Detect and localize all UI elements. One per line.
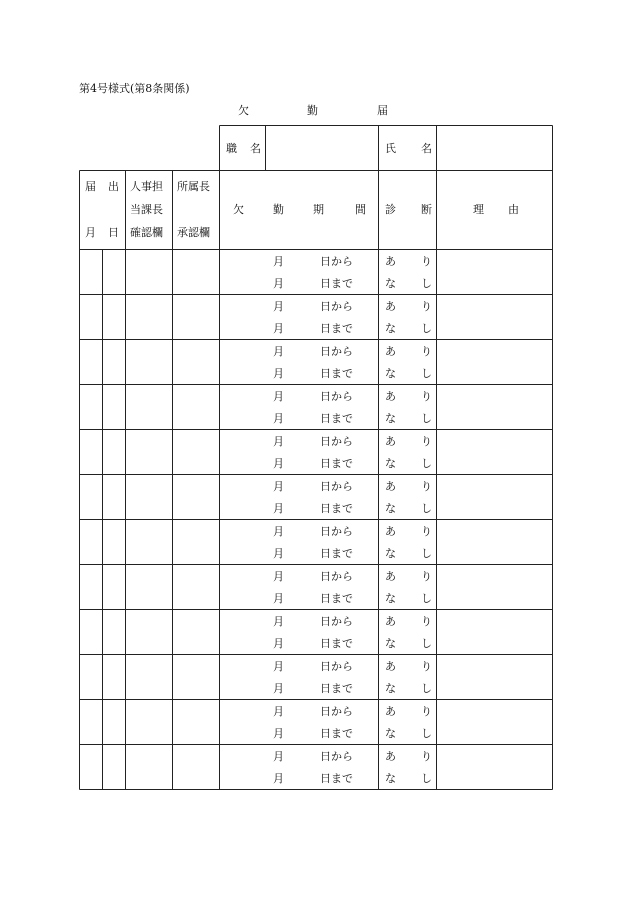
- row-2-diag-no-2[interactable]: し: [421, 322, 432, 335]
- row-2-diag-yes-1[interactable]: あ: [385, 300, 396, 313]
- reason-col-label-2: 由: [508, 203, 519, 216]
- row-12-to-day: 日まで: [320, 772, 353, 785]
- row-9-to-month: 月: [273, 637, 284, 650]
- row-4-diag-no-2[interactable]: し: [421, 412, 432, 425]
- row-5-from-day: 日から: [320, 435, 353, 448]
- row-1-diag-yes-1[interactable]: あ: [385, 255, 396, 268]
- row-10-to-day: 日まで: [320, 682, 353, 695]
- row-5-submit-day[interactable]: [103, 430, 125, 474]
- row-7-submit-month[interactable]: [80, 520, 102, 564]
- row-12-diag-no-1[interactable]: な: [385, 772, 396, 785]
- row-5-dept-approval[interactable]: [173, 430, 219, 474]
- job-title-field[interactable]: [266, 126, 378, 170]
- row-1-to-day: 日まで: [320, 277, 353, 290]
- row-4-to-month: 月: [273, 412, 284, 425]
- row-12-from-day: 日から: [320, 750, 353, 763]
- row-9-diag-no-2[interactable]: し: [421, 637, 432, 650]
- row-5-hr-check[interactable]: [126, 430, 172, 474]
- row-3-to-month: 月: [273, 367, 284, 380]
- row-8-diag-yes-2[interactable]: り: [421, 570, 432, 583]
- row-1-from-day: 日から: [320, 255, 353, 268]
- row-6-diag-yes-1[interactable]: あ: [385, 480, 396, 493]
- hr-col-label-1: 人事担: [130, 180, 163, 193]
- row-3-diag-no-1[interactable]: な: [385, 367, 396, 380]
- date-col-label-2: 出: [108, 180, 119, 193]
- row-11-hr-check[interactable]: [126, 700, 172, 744]
- row-7-hr-check[interactable]: [126, 520, 172, 564]
- row-2-diag-no-1[interactable]: な: [385, 322, 396, 335]
- row-2-to-day: 日まで: [320, 322, 353, 335]
- row-5-reason[interactable]: [437, 430, 552, 474]
- dept-col-label-1: 所属長: [177, 180, 210, 193]
- row-2-submit-month[interactable]: [80, 295, 102, 339]
- row-9-diag-yes-2[interactable]: り: [421, 615, 432, 628]
- row-4-from-day: 日から: [320, 390, 353, 403]
- row-4-dept-approval[interactable]: [173, 385, 219, 429]
- row-2-from-day: 日から: [320, 300, 353, 313]
- name-label-1: 氏: [385, 142, 396, 155]
- period-col-label-4: 間: [355, 203, 366, 216]
- row-4-reason[interactable]: [437, 385, 552, 429]
- dept-col-label-2: 承認欄: [177, 226, 210, 239]
- row-12-submit-day[interactable]: [103, 745, 125, 789]
- name-field[interactable]: [437, 126, 552, 170]
- row-11-dept-approval[interactable]: [173, 700, 219, 744]
- row-5-diag-no-1[interactable]: な: [385, 457, 396, 470]
- row-7-submit-day[interactable]: [103, 520, 125, 564]
- row-3-dept-approval[interactable]: [173, 340, 219, 384]
- row-1-to-month: 月: [273, 277, 284, 290]
- row-10-diag-no-2[interactable]: し: [421, 682, 432, 695]
- row-6-submit-day[interactable]: [103, 475, 125, 519]
- row-9-diag-yes-1[interactable]: あ: [385, 615, 396, 628]
- row-12-dept-approval[interactable]: [173, 745, 219, 789]
- row-4-to-day: 日まで: [320, 412, 353, 425]
- row-5-diag-yes-2[interactable]: り: [421, 435, 432, 448]
- row-6-diag-yes-2[interactable]: り: [421, 480, 432, 493]
- row-12-hr-check[interactable]: [126, 745, 172, 789]
- row-9-submit-day[interactable]: [103, 610, 125, 654]
- hr-col-label-3: 確認欄: [130, 226, 163, 239]
- row-9-hr-check[interactable]: [126, 610, 172, 654]
- form-number: 第4号様式(第8条関係): [79, 82, 190, 95]
- reason-col-label-1: 理: [473, 203, 484, 216]
- row-7-dept-approval[interactable]: [173, 520, 219, 564]
- row-7-to-day: 日まで: [320, 547, 353, 560]
- name-label-2: 名: [421, 142, 432, 155]
- row-10-diag-yes-1[interactable]: あ: [385, 660, 396, 673]
- row-4-submit-day[interactable]: [103, 385, 125, 429]
- row-1-dept-approval[interactable]: [173, 250, 219, 294]
- row-1-diag-no-1[interactable]: な: [385, 277, 396, 290]
- row-6-diag-no-2[interactable]: し: [421, 502, 432, 515]
- row-2-from-month: 月: [273, 300, 284, 313]
- row-10-hr-check[interactable]: [126, 655, 172, 699]
- row-2-dept-approval[interactable]: [173, 295, 219, 339]
- row-3-reason[interactable]: [437, 340, 552, 384]
- row-2-hr-check[interactable]: [126, 295, 172, 339]
- row-12-diag-yes-1[interactable]: あ: [385, 750, 396, 763]
- row-12-diag-no-2[interactable]: し: [421, 772, 432, 785]
- row-6-dept-approval[interactable]: [173, 475, 219, 519]
- row-9-from-day: 日から: [320, 615, 353, 628]
- row-7-diag-yes-2[interactable]: り: [421, 525, 432, 538]
- row-5-diag-yes-1[interactable]: あ: [385, 435, 396, 448]
- row-11-from-month: 月: [273, 705, 284, 718]
- row-10-submit-day[interactable]: [103, 655, 125, 699]
- row-9-to-day: 日まで: [320, 637, 353, 650]
- row-3-from-month: 月: [273, 345, 284, 358]
- row-8-diag-no-2[interactable]: し: [421, 592, 432, 605]
- row-12-to-month: 月: [273, 772, 284, 785]
- title-char-2: 勤: [307, 104, 318, 117]
- row-5-to-day: 日まで: [320, 457, 353, 470]
- title-char-1: 欠: [238, 104, 249, 117]
- row-6-from-month: 月: [273, 480, 284, 493]
- row-5-from-month: 月: [273, 435, 284, 448]
- row-4-from-month: 月: [273, 390, 284, 403]
- row-8-diag-yes-1[interactable]: あ: [385, 570, 396, 583]
- row-4-diag-no-1[interactable]: な: [385, 412, 396, 425]
- row-1-submit-month[interactable]: [80, 250, 102, 294]
- date-col-label-4: 日: [108, 226, 119, 239]
- row-10-to-month: 月: [273, 682, 284, 695]
- row-9-from-month: 月: [273, 615, 284, 628]
- row-11-submit-month[interactable]: [80, 700, 102, 744]
- row-1-diag-no-2[interactable]: し: [421, 277, 432, 290]
- row-2-submit-day[interactable]: [103, 295, 125, 339]
- row-2-to-month: 月: [273, 322, 284, 335]
- row-6-to-month: 月: [273, 502, 284, 515]
- row-11-diag-yes-2[interactable]: り: [421, 705, 432, 718]
- hr-col-label-2: 当課長: [130, 203, 163, 216]
- diagnosis-col-label-2: 断: [421, 203, 432, 216]
- job-label-1: 職: [226, 142, 237, 155]
- row-3-diag-yes-1[interactable]: あ: [385, 345, 396, 358]
- diagnosis-col-label-1: 診: [385, 203, 396, 216]
- row-6-reason[interactable]: [437, 475, 552, 519]
- row-8-to-day: 日まで: [320, 592, 353, 605]
- row-10-reason[interactable]: [437, 655, 552, 699]
- row-10-from-day: 日から: [320, 660, 353, 673]
- row-7-from-month: 月: [273, 525, 284, 538]
- row-11-diag-no-2[interactable]: し: [421, 727, 432, 740]
- row-9-submit-month[interactable]: [80, 610, 102, 654]
- row-11-diag-no-1[interactable]: な: [385, 727, 396, 740]
- row-11-from-day: 日から: [320, 705, 353, 718]
- row-8-dept-approval[interactable]: [173, 565, 219, 609]
- row-1-diag-yes-2[interactable]: り: [421, 255, 432, 268]
- row-9-reason[interactable]: [437, 610, 552, 654]
- row-5-to-month: 月: [273, 457, 284, 470]
- row-11-to-month: 月: [273, 727, 284, 740]
- row-3-submit-month[interactable]: [80, 340, 102, 384]
- row-9-dept-approval[interactable]: [173, 610, 219, 654]
- row-8-submit-day[interactable]: [103, 565, 125, 609]
- row-7-diag-no-1[interactable]: な: [385, 547, 396, 560]
- row-8-to-month: 月: [273, 592, 284, 605]
- row-12-diag-yes-2[interactable]: り: [421, 750, 432, 763]
- date-col-label-3: 月: [85, 226, 96, 239]
- row-10-diag-yes-2[interactable]: り: [421, 660, 432, 673]
- row-10-diag-no-1[interactable]: な: [385, 682, 396, 695]
- row-11-diag-yes-1[interactable]: あ: [385, 705, 396, 718]
- row-4-diag-yes-2[interactable]: り: [421, 390, 432, 403]
- row-8-reason[interactable]: [437, 565, 552, 609]
- row-8-diag-no-1[interactable]: な: [385, 592, 396, 605]
- row-1-reason[interactable]: [437, 250, 552, 294]
- row-6-hr-check[interactable]: [126, 475, 172, 519]
- title-char-3: 届: [377, 104, 388, 117]
- row-12-reason[interactable]: [437, 745, 552, 789]
- row-7-to-month: 月: [273, 547, 284, 560]
- row-1-submit-day[interactable]: [103, 250, 125, 294]
- row-2-diag-yes-2[interactable]: り: [421, 300, 432, 313]
- row-12-submit-month[interactable]: [80, 745, 102, 789]
- row-6-submit-month[interactable]: [80, 475, 102, 519]
- period-col-label-3: 期: [313, 203, 324, 216]
- row-6-to-day: 日まで: [320, 502, 353, 515]
- row-3-from-day: 日から: [320, 345, 353, 358]
- row-7-from-day: 日から: [320, 525, 353, 538]
- row-4-submit-month[interactable]: [80, 385, 102, 429]
- row-11-to-day: 日まで: [320, 727, 353, 740]
- row-5-submit-month[interactable]: [80, 430, 102, 474]
- row-3-to-day: 日まで: [320, 367, 353, 380]
- row-7-diag-no-2[interactable]: し: [421, 547, 432, 560]
- period-col-label-2: 勤: [273, 203, 284, 216]
- row-12-from-month: 月: [273, 750, 284, 763]
- row-4-diag-yes-1[interactable]: あ: [385, 390, 396, 403]
- row-5-diag-no-2[interactable]: し: [421, 457, 432, 470]
- row-1-hr-check[interactable]: [126, 250, 172, 294]
- row-8-from-day: 日から: [320, 570, 353, 583]
- row-3-diag-yes-2[interactable]: り: [421, 345, 432, 358]
- row-1-from-month: 月: [273, 255, 284, 268]
- row-10-submit-month[interactable]: [80, 655, 102, 699]
- row-4-hr-check[interactable]: [126, 385, 172, 429]
- row-3-submit-day[interactable]: [103, 340, 125, 384]
- period-col-label-1: 欠: [233, 203, 244, 216]
- row-10-from-month: 月: [273, 660, 284, 673]
- row-2-reason[interactable]: [437, 295, 552, 339]
- date-col-label-1: 届: [85, 180, 96, 193]
- row-8-submit-month[interactable]: [80, 565, 102, 609]
- row-6-diag-no-1[interactable]: な: [385, 502, 396, 515]
- row-3-diag-no-2[interactable]: し: [421, 367, 432, 380]
- job-label-2: 名: [250, 142, 261, 155]
- row-11-submit-day[interactable]: [103, 700, 125, 744]
- row-11-reason[interactable]: [437, 700, 552, 744]
- row-8-hr-check[interactable]: [126, 565, 172, 609]
- row-8-from-month: 月: [273, 570, 284, 583]
- row-7-diag-yes-1[interactable]: あ: [385, 525, 396, 538]
- row-6-from-day: 日から: [320, 480, 353, 493]
- row-10-dept-approval[interactable]: [173, 655, 219, 699]
- row-9-diag-no-1[interactable]: な: [385, 637, 396, 650]
- row-7-reason[interactable]: [437, 520, 552, 564]
- row-3-hr-check[interactable]: [126, 340, 172, 384]
